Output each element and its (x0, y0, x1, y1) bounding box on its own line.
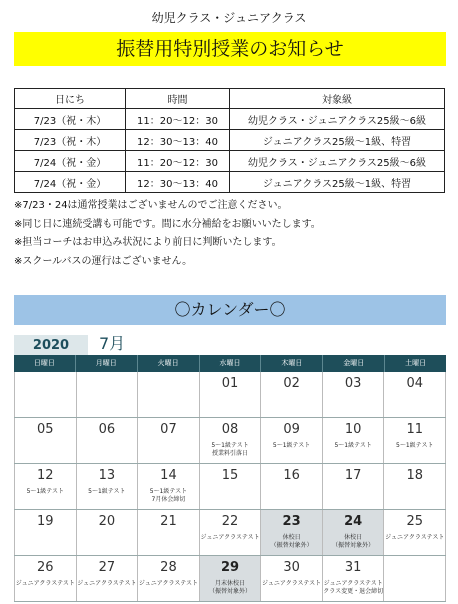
day-note: 5～1級テスト (88, 488, 126, 495)
schedule-table (14, 88, 445, 193)
schedule-header-row (15, 89, 445, 109)
calendar-day-cell (138, 556, 200, 601)
day-note: ジュニアクラステスト (385, 534, 445, 541)
day-number: 03 (344, 376, 362, 391)
calendar-title-bar (14, 331, 446, 356)
day-note: 5～1級テスト (211, 442, 249, 449)
calendar-header: 〇カレンダー〇 (14, 295, 446, 325)
day-note: クラス変更・退会締切 (323, 588, 384, 595)
calendar-day-cell (261, 510, 323, 555)
note-line: ※スクールバスの運行はございません。 (14, 255, 193, 267)
day-number: 18 (406, 468, 424, 483)
calendar-day-cell (77, 510, 139, 555)
calendar-day-cell (14, 510, 77, 555)
calendar-week-row (14, 556, 446, 602)
calendar-week-row (14, 418, 446, 464)
schedule-date: 7/23（祝・木） (15, 109, 126, 130)
day-note: （振替対象外） (270, 542, 313, 549)
notes (14, 197, 454, 271)
day-number: 01 (221, 376, 239, 391)
page-title: 振替用特別授業のお知らせ (14, 32, 446, 66)
calendar-day-cell (138, 464, 200, 509)
calendar-day-cell (384, 418, 446, 463)
note-line: ※7/23・24は通常授業はございませんのでご注意ください。 (14, 200, 288, 211)
schedule-target: 幼児クラス・ジュニアクラス25級～6級 (230, 109, 445, 130)
day-note: 休校日 (282, 534, 301, 541)
page-subtitle: 幼児クラス・ジュニアクラス (151, 11, 307, 25)
day-number: 26 (37, 560, 54, 575)
day-note: ジュニアクラステスト (262, 580, 322, 587)
day-number: 11 (406, 422, 424, 437)
calendar-day-cell (138, 510, 200, 555)
day-number: 17 (344, 468, 362, 483)
schedule-date: 7/23（祝・木） (15, 130, 126, 151)
calendar-day-cell (384, 510, 446, 555)
schedule-time: 11：20～12：30 (126, 151, 230, 172)
calendar-week-row (14, 510, 446, 556)
calendar-day-cell (200, 556, 262, 601)
day-note: 5～1級テスト (149, 488, 188, 495)
calendar-day-cell (200, 464, 262, 509)
header-date: 日にち (15, 89, 126, 109)
calendar-week-row (14, 372, 446, 418)
day-note: 7月休会締切 (151, 496, 186, 503)
note-line: ※担当コーチはお申込み状況により前日に判断いたします。 (14, 237, 282, 248)
calendar-week-row (14, 464, 446, 510)
day-note: 月末休校日 (215, 580, 246, 587)
schedule-date: 7/24（祝・金） (15, 172, 126, 193)
calendar-day-cell (384, 556, 446, 601)
day-number: 22 (221, 514, 239, 529)
day-number: 08 (221, 422, 239, 437)
calendar-day-cell (261, 372, 323, 417)
day-number: 07 (160, 422, 177, 437)
calendar-day-cell (261, 464, 323, 509)
calendar-day-cell (77, 372, 139, 417)
calendar-day-cell (384, 372, 446, 417)
weekday-label: 土曜日 (405, 359, 427, 367)
schedule-date: 7/24（祝・金） (15, 151, 126, 172)
weekday-label: 月曜日 (76, 355, 138, 372)
schedule-time: 12：30～13：40 (126, 130, 230, 151)
day-note: ジュニアクラステスト (323, 580, 383, 587)
day-number: 29 (220, 560, 240, 575)
calendar-day-cell (14, 556, 77, 601)
calendar-month: 7月 (99, 334, 126, 353)
day-note: 休校日 (344, 534, 363, 541)
schedule-time: 12：30～13：40 (126, 172, 230, 193)
calendar-day-cell (14, 464, 77, 509)
day-number: 14 (160, 468, 177, 483)
day-note: 授業料引落日 (212, 450, 249, 457)
header-target: 対象級 (230, 89, 445, 109)
day-number: 24 (344, 514, 363, 529)
calendar-day-cell (77, 556, 139, 601)
calendar-day-cell (323, 556, 385, 601)
calendar-day-cell (200, 418, 262, 463)
day-number: 25 (406, 514, 424, 529)
schedule-target: ジュニアクラス25級～1級、特習 (230, 130, 445, 151)
calendar-grid (14, 355, 446, 602)
day-note: ジュニアクラステスト (138, 580, 199, 587)
weekday-label: 火曜日 (138, 355, 200, 372)
day-number: 15 (221, 468, 239, 483)
weekday-header-row (14, 355, 446, 372)
day-note: （振替対象外） (209, 588, 252, 595)
day-note: 5～1級テスト (334, 442, 372, 449)
calendar-day-cell (384, 464, 446, 509)
calendar-day-cell (200, 372, 262, 417)
schedule-row (15, 130, 445, 151)
day-number: 31 (344, 560, 362, 575)
day-number: 27 (98, 560, 116, 575)
day-number: 30 (283, 560, 300, 575)
schedule-row (15, 109, 445, 130)
schedule-target: 幼児クラス・ジュニアクラス25級～6級 (230, 151, 445, 172)
day-number: 20 (98, 514, 116, 529)
day-number: 13 (98, 468, 116, 483)
header-time: 時間 (126, 89, 230, 109)
calendar-day-cell (77, 418, 139, 463)
calendar-day-cell (138, 418, 200, 463)
calendar-day-cell (323, 418, 385, 463)
day-note: 5～1級テスト (272, 442, 311, 449)
calendar-weeks (14, 372, 446, 602)
day-number: 02 (283, 376, 300, 391)
day-number: 21 (160, 514, 177, 529)
day-note: ジュニアクラステスト (200, 534, 260, 541)
note-line: ※同じ日に連続受講も可能です。間に水分補給をお願いいたします。 (14, 218, 321, 230)
day-note: 5～1級テスト (396, 442, 434, 449)
day-number: 10 (344, 422, 362, 437)
calendar-day-cell (77, 464, 139, 509)
day-note: 5～1級テスト (26, 488, 64, 495)
day-number: 04 (406, 376, 424, 391)
calendar-year: 2020 (14, 335, 88, 357)
weekday-label: 日曜日 (14, 355, 76, 372)
calendar-day-cell (261, 556, 323, 601)
day-number: 19 (37, 514, 54, 529)
weekday-label: 木曜日 (261, 355, 323, 372)
calendar-day-cell (200, 510, 262, 555)
day-number: 09 (283, 422, 300, 437)
calendar-day-cell (323, 510, 385, 555)
day-number: 28 (160, 560, 177, 575)
day-note: （振替対象外） (332, 542, 375, 549)
day-number: 12 (37, 468, 54, 483)
day-note: ジュニアクラステスト (15, 580, 75, 587)
calendar-day-cell (261, 418, 323, 463)
calendar-day-cell (138, 372, 200, 417)
day-number: 05 (37, 422, 54, 437)
weekday-label: 金曜日 (323, 355, 385, 372)
calendar-day-cell (14, 372, 77, 417)
calendar-day-cell (14, 418, 77, 463)
day-number: 16 (283, 468, 300, 483)
calendar-day-cell (323, 372, 385, 417)
day-note: ジュニアクラステスト (77, 580, 137, 587)
schedule-time: 11：20～12：30 (126, 109, 230, 130)
calendar-day-cell (323, 464, 385, 509)
weekday-label: 水曜日 (200, 355, 262, 372)
day-number: 23 (282, 514, 301, 529)
schedule-row (15, 151, 445, 172)
schedule-target: ジュニアクラス25級～1級、特習 (230, 172, 445, 193)
day-number: 06 (98, 422, 116, 437)
schedule-row (15, 172, 445, 193)
